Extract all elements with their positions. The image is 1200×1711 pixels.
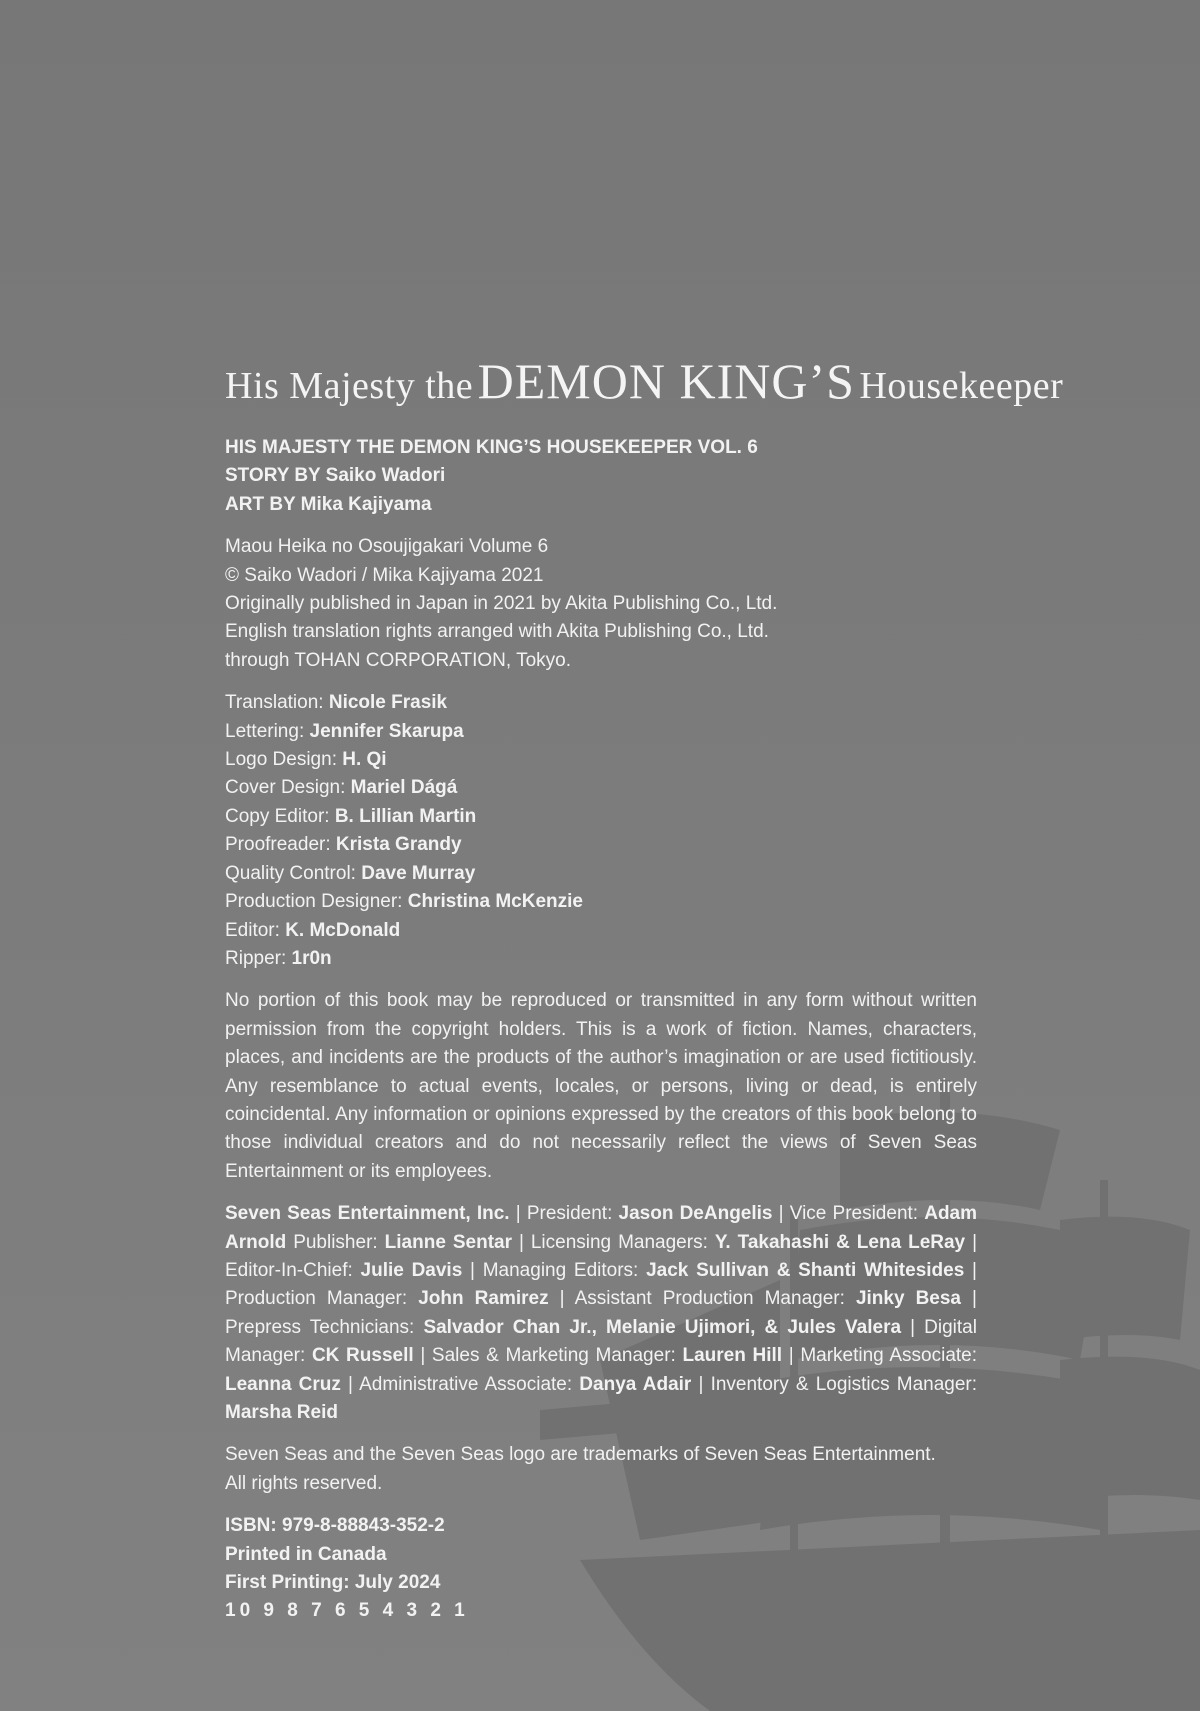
credit-line: Logo Design: H. Qi (225, 749, 387, 771)
rights-block (225, 533, 977, 675)
translation-rights: English translation rights arranged with Akita Publishing Co., Ltd. (225, 621, 769, 643)
copyright-line: © Saiko Wadori / Mika Kajiyama 2021 (225, 564, 544, 586)
original-title: Maou Heika no Osoujigakari Volume 6 (225, 536, 549, 558)
printing-line-numbers: 10 9 8 7 6 5 4 3 2 1 (225, 1600, 469, 1622)
credit-line: Cover Design: Mariel Dágá (225, 777, 458, 799)
volume-title: HIS MAJESTY THE DEMON KING’S HOUSEKEEPER VOL. 6 (225, 437, 758, 458)
original-publication: Originally published in Japan in 2021 by Akita Publishing Co., Ltd. (225, 593, 778, 615)
disclaimer-paragraph: No portion of this book may be reproduced or transmitted in any form without written permission from the copyright holders. This is a work of fiction. Names, characters, places, and incidents are the products of the author’s imagination or are used fictitiously. Any resemblance to actual events, locales, or persons, living or dead, is entirely coincidental. Any information or opinions expressed by the creators of this book belong to those individual creators and do not necessarily reflect the views of Seven Seas Entertainment or its employees. (225, 990, 977, 1182)
credit-line: Proofreader: Krista Grandy (225, 834, 462, 856)
credit-line: Translation: Nicole Frasik (225, 692, 448, 714)
logo-text-his-majesty: His Majesty the (225, 365, 474, 407)
credit-line: Ripper: 1r0n (225, 947, 332, 969)
first-printing: First Printing: July 2024 (225, 1572, 441, 1594)
printed-in: Printed in Canada (225, 1543, 387, 1565)
art-credit: ART BY Mika Kajiyama (225, 493, 432, 515)
credit-line: Quality Control: Dave Murray (225, 862, 476, 884)
staff-paragraph: Seven Seas Entertainment, Inc. | President: Jason DeAngelis | Vice President: Adam Arnold Publisher: Lianne Sentar | Licensing Managers: Y. Takahashi & Lena LeRay | Editor-In-Chief: Julie Davis | Managing Editors: Jack Sullivan & Shanti Whitesides | Production Manager: John Ramirez | Assistant Production Manager: Jinky Besa | Prepress Technicians: Salvador Chan Jr., Melanie Ujimori, & Jules Valera | Digital Manager: CK Russell | Sales & Marketing Manager: Lauren Hill | Marketing Associate: Leanna Cruz | Administrative Associate: Danya Adair | Inventory & Logistics Manager: Marsha Reid (225, 1203, 978, 1423)
credit-line: Production Designer: Christina McKenzie (225, 891, 583, 913)
rights-agency: through TOHAN CORPORATION, Tokyo. (225, 649, 571, 671)
credit-line: Editor: K. McDonald (225, 919, 401, 941)
credit-line: Lettering: Jennifer Skarupa (225, 720, 464, 742)
copyright-page-content (225, 352, 1064, 1640)
logo-text-demon-king: DEMON KING’S (477, 353, 855, 409)
trademark-block (225, 1441, 977, 1498)
credits-block (225, 689, 977, 973)
logo-text-housekeeper: Housekeeper (859, 365, 1064, 407)
trademark-notice: Seven Seas and the Seven Seas logo are trademarks of Seven Seas Entertainment. (225, 1444, 936, 1466)
all-rights-reserved: All rights reserved. (225, 1472, 383, 1494)
story-credit: STORY BY Saiko Wadori (225, 465, 446, 487)
credit-line: Copy Editor: B. Lillian Martin (225, 805, 477, 827)
title-block (225, 434, 977, 519)
isbn: ISBN: 979-8-88843-352-2 (225, 1515, 445, 1537)
series-logo (225, 352, 1064, 410)
printing-block (225, 1512, 977, 1626)
